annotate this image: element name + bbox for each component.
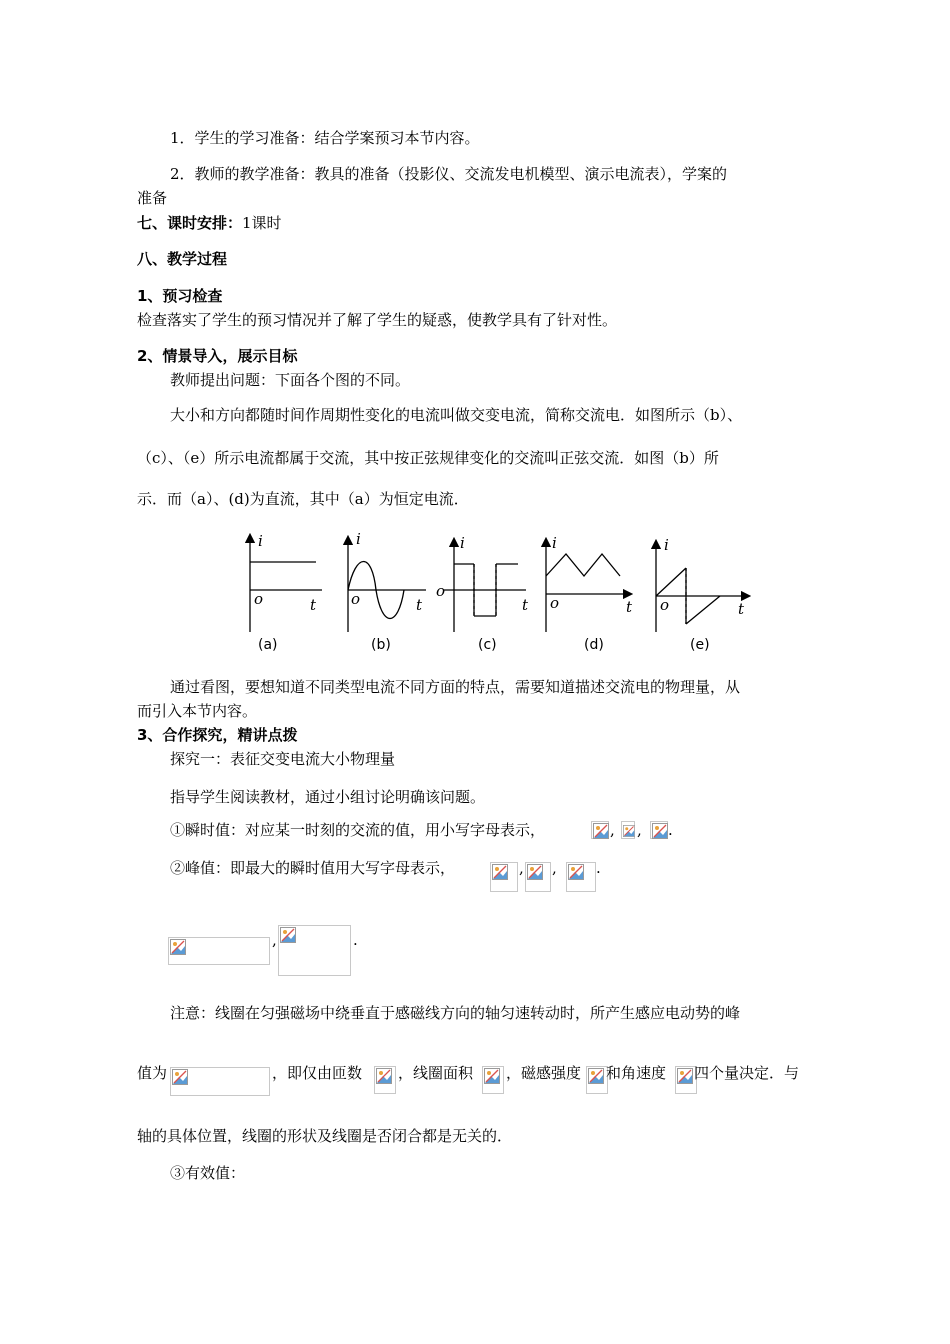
waveforms-svg [232, 532, 752, 656]
formula-image-b [586, 1066, 608, 1094]
formula-image-im [490, 862, 518, 892]
prep-item-2: 2．教师的教学准备：教具的准备（投影仪、交流发电机模型、演示电流表），学案的 [170, 165, 728, 183]
label-i-d: i [552, 534, 557, 552]
note-text-2e: 和角速度 [606, 1064, 667, 1082]
caption-d: (d) [584, 637, 604, 653]
current-waveforms-figure [232, 532, 752, 656]
formula-image-em-value [170, 1067, 270, 1096]
section-7-value: 1课时 [242, 214, 282, 232]
broken-image-icon [172, 1069, 188, 1085]
label-t-e: t [738, 600, 745, 618]
formula-image-peak-1 [168, 937, 270, 965]
broken-image-icon [492, 864, 508, 880]
subsection-3-heading: 3、合作探究，精讲点拨 [137, 726, 298, 744]
broken-image-icon [568, 864, 584, 880]
broken-image-icon [623, 823, 635, 839]
effective-value-heading: ③有效值： [170, 1164, 246, 1182]
prep-item-1: 1．学生的学习准备：结合学案预习本节内容。 [170, 129, 480, 147]
label-o-a: o [254, 590, 264, 608]
subsection-1-heading: 1、预习检查 [137, 287, 223, 305]
formula-image-peak-2 [278, 925, 351, 976]
comma-2: , [637, 821, 642, 839]
broken-image-icon [677, 1068, 693, 1084]
label-o-c: o [436, 582, 446, 600]
section-7-title: 七、课时安排： [137, 214, 243, 232]
note-text-2c: ，线圈面积 [398, 1064, 474, 1082]
label-i-a: i [258, 532, 263, 550]
formula-image-n [374, 1066, 396, 1094]
comma-4: , [552, 859, 557, 877]
explore-1-title: 探究一：表征交变电流大小物理量 [170, 750, 396, 768]
label-t-c: t [522, 596, 529, 614]
wave-d [546, 554, 620, 576]
ac-definition-3: 示．而（a）、(d)为直流，其中（a）为恒定电流． [137, 490, 469, 508]
label-i-c: i [460, 534, 465, 552]
note-text-2d: ，磁感强度 [506, 1064, 582, 1082]
subsection-1-text: 检查落实了学生的预习情况并了解了学生的疑惑，使教学具有了针对性。 [137, 311, 618, 329]
label-o-b: o [351, 590, 361, 608]
caption-c: (c) [478, 637, 497, 653]
formula-image-u [621, 821, 635, 839]
broken-image-icon [484, 1068, 500, 1084]
formula-image-i [591, 821, 609, 839]
label-o-e: o [660, 596, 670, 614]
peak-value-text: ②峰值：即最大的瞬时值用大写字母表示， [170, 859, 456, 877]
broken-image-icon [280, 927, 296, 943]
formula-image-s [482, 1066, 504, 1094]
note-text-3: 轴的具体位置，线圈的形状及线圈是否闭合都是无关的． [137, 1127, 513, 1145]
broken-image-icon [527, 864, 543, 880]
caption-a: (a) [258, 637, 278, 653]
instant-value-text: ①瞬时值：对应某一时刻的交流的值，用小写字母表示， [170, 821, 546, 839]
comma-1: , [610, 821, 615, 839]
comma-3: , [519, 859, 524, 877]
label-o-d: o [550, 594, 560, 612]
subsection-2-heading: 2、情景导入，展示目标 [137, 347, 298, 365]
ac-definition-1: 大小和方向都随时间作周期性变化的电流叫做交变电流，简称交流电．如图所示（b）、 [170, 406, 743, 424]
formula-image-um [525, 862, 551, 892]
period-3: . [353, 931, 358, 949]
period-1: . [668, 821, 673, 839]
note-text-2a: 值为 [137, 1064, 168, 1082]
broken-image-icon [376, 1068, 392, 1084]
label-i-b: i [356, 532, 361, 548]
prep-item-2-cont: 准备 [137, 189, 168, 207]
ac-definition-2: （c）、（e）所示电流都属于交流，其中按正弦规律变化的交流叫正弦交流．如图（b）所 [137, 449, 719, 467]
broken-image-icon [588, 1068, 604, 1084]
label-i-e: i [664, 536, 669, 554]
label-t-d: t [626, 598, 633, 616]
caption-b: (b) [371, 637, 391, 653]
caption-e: (e) [690, 637, 710, 653]
formula-image-e [650, 821, 668, 839]
label-t-a: t [310, 596, 317, 614]
intro-text-2: 而引入本节内容。 [137, 702, 258, 720]
section-7-heading [137, 213, 282, 233]
comma-5: , [272, 931, 277, 949]
period-2: . [596, 859, 601, 877]
formula-image-em [566, 862, 596, 892]
teacher-question: 教师提出问题：下面各个图的不同。 [170, 371, 411, 389]
section-8-heading: 八、教学过程 [137, 250, 228, 268]
broken-image-icon [593, 823, 609, 839]
note-text-2b: ，即仅由匝数 [272, 1064, 363, 1082]
label-t-b: t [416, 596, 423, 614]
note-text-1: 注意：线圈在匀强磁场中绕垂直于感磁线方向的轴匀速转动时，所产生感应电动势的峰 [170, 1004, 741, 1022]
note-text-2f: 四个量决定．与 [694, 1064, 800, 1082]
broken-image-icon [652, 823, 668, 839]
intro-text-1: 通过看图，要想知道不同类型电流不同方面的特点，需要知道描述交流电的物理量，从 [170, 678, 741, 696]
guide-text: 指导学生阅读教材，通过小组讨论明确该问题。 [170, 788, 486, 806]
broken-image-icon [170, 939, 186, 955]
